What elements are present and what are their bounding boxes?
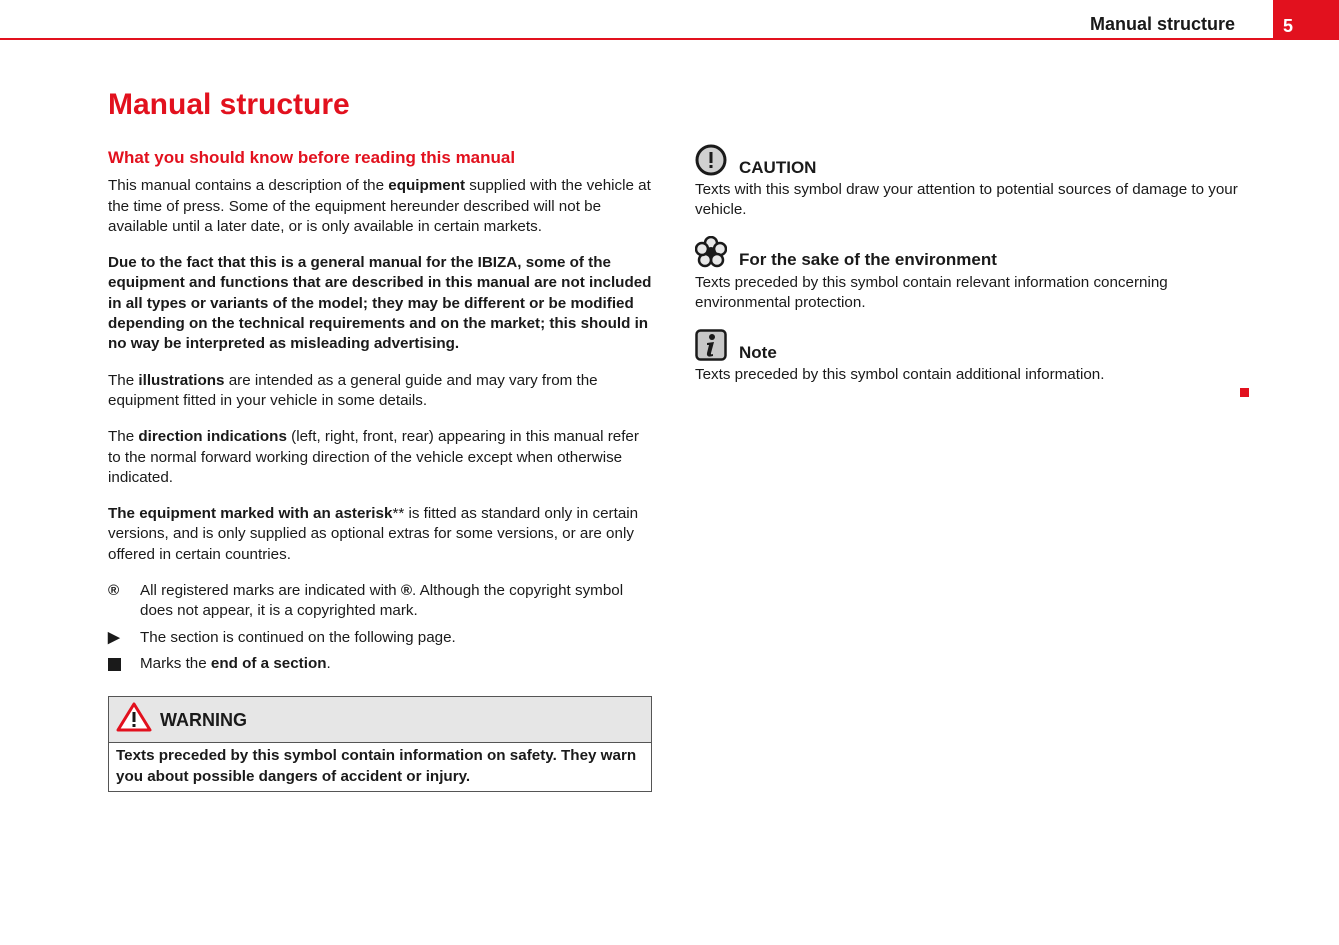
notice-text: Texts preceded by this symbol contain relevant information concerning environmental protection. xyxy=(695,273,1168,311)
notice-title: For the sake of the environment xyxy=(739,250,997,270)
text: The xyxy=(108,371,139,389)
bold-text: The equipment marked with an asterisk xyxy=(108,505,393,523)
bold-text: direction indications xyxy=(138,428,287,446)
text: . Although the copyright symbol does not appear, it is a copyrighted mark. xyxy=(140,582,624,620)
notice-text: Texts preceded by this symbol contain additional information. xyxy=(695,366,1105,384)
paragraph-directions xyxy=(108,427,653,488)
paragraph-asterisk xyxy=(108,504,653,565)
environment-notice xyxy=(695,239,1255,314)
info-icon xyxy=(695,329,727,367)
page-number: 5 xyxy=(1273,0,1339,40)
note-notice xyxy=(695,331,1255,385)
bold-text: illustrations xyxy=(138,371,225,389)
bold-text: Due to the fact that this is a general manual for the IBIZA, some of the equipment and functions that are described in this manual are not included in all types or variants of the model; they may be different or be modified depending on the technical requirements and on the market; this should in no way be interpreted as misleading advertising. xyxy=(108,254,652,353)
flower-environment-icon xyxy=(695,236,727,274)
notice-title: CAUTION xyxy=(739,157,817,177)
notice-title: Note xyxy=(739,343,777,363)
warning-text: Texts preceded by this symbol contain information on safety. They warn you about possible dangers of accident or injury. xyxy=(116,747,637,785)
list-item xyxy=(108,654,653,674)
paragraph-illustrations xyxy=(108,371,653,412)
caution-notice xyxy=(695,146,1255,221)
notice-text: Texts with this symbol draw your attention to potential sources of damage to your vehicle. xyxy=(695,181,1238,219)
section-subheading: What you should know before reading this manual xyxy=(108,148,516,167)
caution-circle-icon xyxy=(695,144,727,182)
bold-text: ® xyxy=(400,582,413,600)
text: All registered marks are indicated with xyxy=(140,582,401,600)
text: supplied with the vehicle at the time of press. Some of the equipment hereunder described will not be available until a later date, or is only available in certain markets. xyxy=(108,177,651,235)
text: are intended as a general guide and may vary from the equipment fitted in your vehicle in some details. xyxy=(108,371,598,409)
text: The section is continued on the following page. xyxy=(140,628,456,646)
bold-text: equipment xyxy=(388,177,466,195)
text: The xyxy=(108,428,139,446)
paragraph-equipment xyxy=(108,176,653,237)
registered-icon: ® xyxy=(108,582,120,600)
warning-title: WARNING xyxy=(160,709,247,730)
warning-header xyxy=(109,697,651,743)
page-title: Manual structure xyxy=(108,88,350,121)
end-of-section-icon xyxy=(1240,388,1249,397)
bold-text: end of a section xyxy=(210,654,327,672)
text: This manual contains a description of the xyxy=(108,177,389,195)
paragraph-disclaimer xyxy=(108,253,653,354)
symbol-legend-list xyxy=(108,581,653,674)
text: . xyxy=(326,654,331,672)
left-column xyxy=(108,146,653,792)
right-column xyxy=(695,146,1255,403)
text: ** is fitted as standard only in certain versions, and is only supplied as optional extras for some versions, or are only offered in certain countries. xyxy=(108,505,639,563)
warning-triangle-icon xyxy=(116,702,152,738)
text: Marks the xyxy=(140,654,211,672)
header-section-title: Manual structure xyxy=(1089,14,1235,34)
header-divider xyxy=(0,38,1339,40)
text: (left, right, front, rear) appearing in this manual refer to the normal forward working direction of the vehicle except when otherwise indicated. xyxy=(108,428,639,486)
list-item xyxy=(108,628,653,648)
triangle-right-icon: ▶ xyxy=(108,628,120,646)
square-end-icon xyxy=(108,654,128,677)
warning-box xyxy=(108,696,652,792)
list-item xyxy=(108,581,653,622)
